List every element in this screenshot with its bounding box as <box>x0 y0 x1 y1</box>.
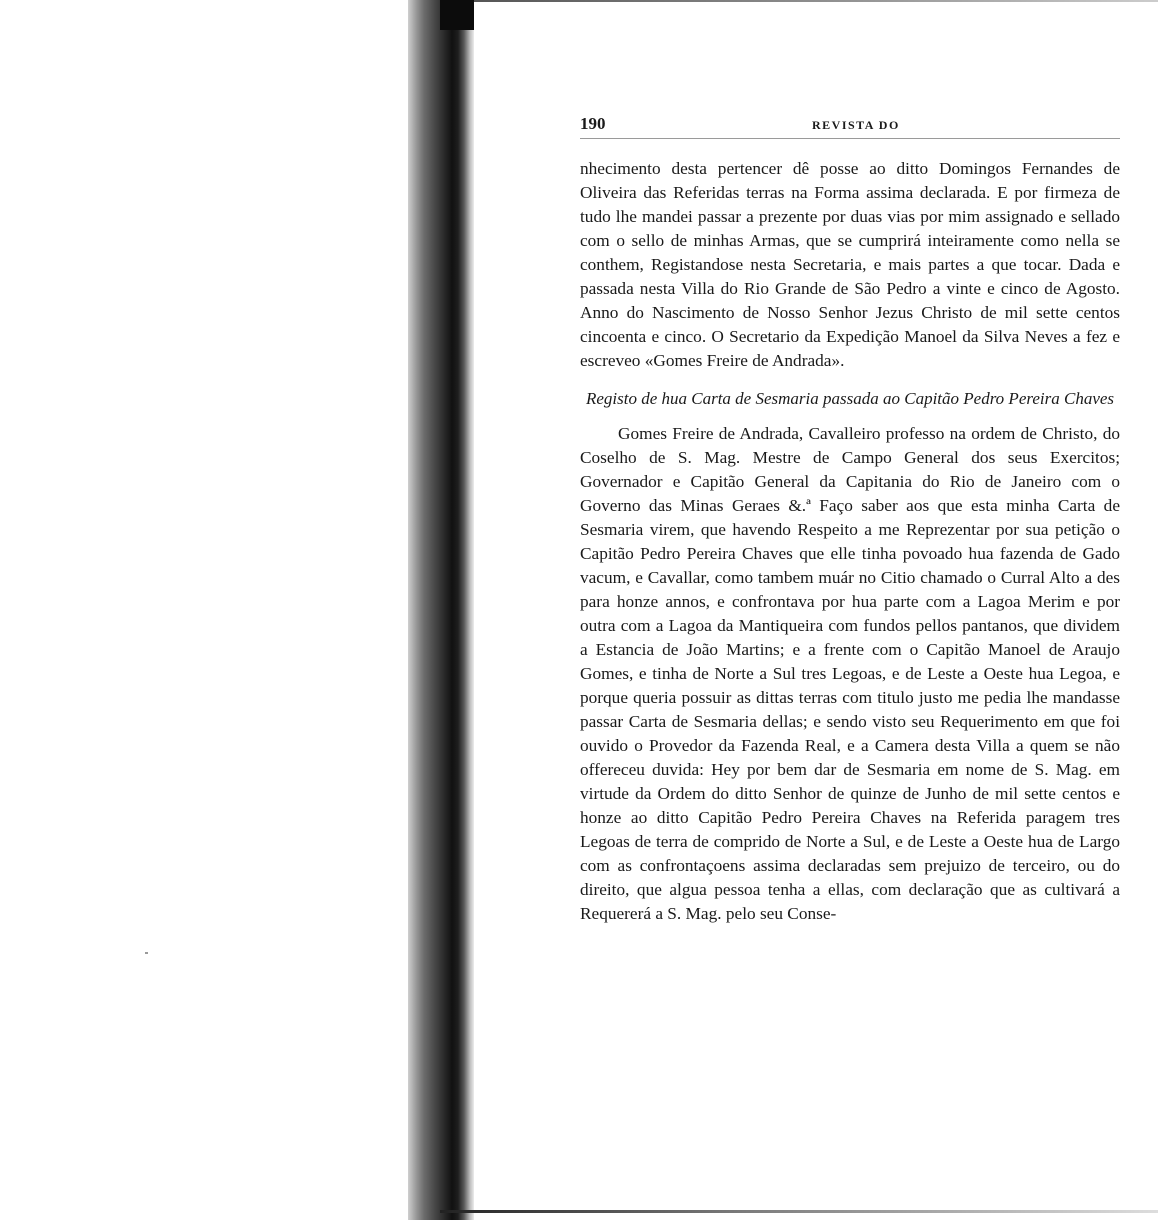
paragraph-continued: nhecimento desta pertencer dê posse ao ditto Domingos Fernandes de Oliveira das Referidas terras na Forma assima declarada. E por firmeza de tudo lhe mandei passar a prezente por duas vias por mim assignado e sellado com o sello de minhas Armas, que se cumprirá inteiramente como nella se conthem, Registandose nesta Secretaria, e mais partes a que tocar. Dada e passada nesta Villa do Rio Grande de São Pedro a vinte e cinco de Agosto. Anno do Nascimento de Nosso Senhor Jezus Christo de mil sette centos cincoenta e cinco. O Secretario da Expedição Manoel da Silva Neves a fez e escreveo «Gomes Freire de Andrada». <box>580 159 1120 370</box>
paragraph-letter: Gomes Freire de Andrada, Cavalleiro professo na ordem de Christo, do Coselho de S. Mag. Mestre de Campo General dos seus Exercitos; Governador e Capitão General da Capitania do Rio de Janeiro com o Governo das Minas Geraes &.ª Faço saber aos que esta minha Carta de Sesmaria virem, que havendo Respeito a me Reprezentar por sua petição o Capitão Pedro Pereira Chaves que elle tinha povoado hua fazenda de Gado vacum, e Cavallar, como tambem muár no Citio chamado o Curral Alto a des para honze annos, e confrontava por hua parte com a Lagoa Merim e por outra com a Lagoa da Mantiqueira com fundos pellos pantanos, que dividem a Estancia de João Martins; e a frente com o Capitão Manoel de Araujo Gomes, e tinha de Norte a Sul tres Legoas, e de Leste a Oeste hua Legoa, e porque queria possuir as dittas terras com titulo justo me pedia lhe mandasse passar Carta de Sesmaria dellas; e sendo visto seu Requerimento em que foi ouvido o Provedor da Fazenda Real, e a Camera desta Villa a quem se não offereceu duvida: Hey por bem dar de Sesmaria em nome de S. Mag. em virtude da Ordem do ditto Senhor de quinze de Junho de mil sette centos e honze ao ditto Capitão Pedro Pereira Chaves na Referida paragem tres Legoas de terra de comprido de Norte a Sul, e de Leste a Oeste hua de Largo com as confrontaçoens assima declaradas sem prejuizo de terceiro, ou do direito, que algua pessoa tenha a ellas, com declaração que as cultivará a Requererá a S. Mag. pelo seu Conse- <box>580 424 1120 923</box>
page-top-edge <box>474 0 1158 2</box>
page-header <box>580 112 1120 139</box>
section-heading: Registo de hua Carta de Sesmaria passada ao Capitão Pedro Pereira Chaves <box>585 389 1115 408</box>
paper-speck <box>145 952 148 954</box>
book-page <box>580 112 1120 926</box>
binding-shadow <box>440 0 474 30</box>
page-bottom-edge <box>440 1210 1158 1213</box>
page-number: 190 <box>580 114 606 133</box>
running-head: REVISTA DO <box>812 118 900 132</box>
book-binding-gutter <box>408 0 474 1220</box>
